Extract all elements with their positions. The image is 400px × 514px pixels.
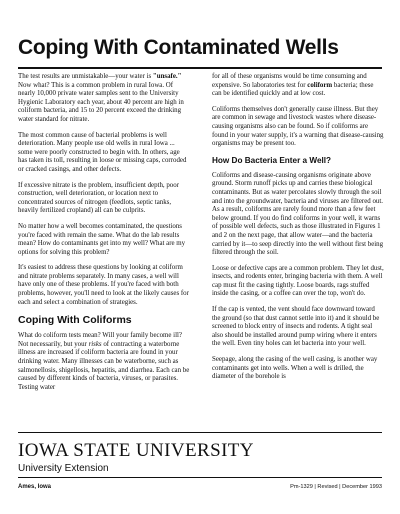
- paragraph: If excessive nitrate is the problem, insufficient depth, poor construction, well deterioration, or location next to concentrated sources of nitrogen (feedlots, septic tanks, heavily fertilized cropland) all can be culprits.: [18, 181, 179, 215]
- risks-emphasis: risks: [88, 340, 102, 348]
- extension-name: University Extension: [18, 463, 109, 474]
- paragraph: Loose or defective caps are a common problem. They let dust, insects, and rodents enter, bringing bacteria with them. A well cap must fit the casing tightly. Loose boards, rags stuffed inside the casing, or a coffee can over the top, won't do.: [212, 264, 384, 298]
- subsection-heading: How Do Bacteria Enter a Well?: [212, 155, 332, 165]
- paragraph: Coliforms themselves don't generally cause illness. But they are common in sewage and livestock wastes where disease-causing organisms also can be found. So if coliforms are found in your water supply, it's a warning that disease-causing organisms may be present too.: [212, 105, 384, 148]
- title-rule: [18, 67, 382, 69]
- paragraph: It's easiest to address these questions by looking at coliform and nitrate problems separately. In many cases, a well will have only one of these problems. If you're faced with both problems, however, you'll need to look at the likely causes for each and select a combination of strategies.: [18, 264, 189, 306]
- footer-rule: [18, 432, 382, 433]
- section-heading: Coping With Coliforms: [18, 314, 132, 327]
- paragraph: If the cap is vented, the vent should face downward toward the ground (so that dust cannot settle into it) and it should be screened to block entry of insects and rodents. A tight seal also should be installed around pump wiring where it enters the well. Even tiny holes can let bacteria into your well.: [212, 306, 380, 348]
- document-title: Coping With Contaminated Wells: [18, 36, 339, 59]
- paragraph: The most common cause of bacterial problems is well deterioration. Many people use old wells in rural Iowa ... some were poorly constructed to begin with. In others, age has taken its toll, resulting in loose or missing caps, corroded or cracked casings, and other defects.: [18, 131, 187, 173]
- paragraph: No matter how a well becomes contaminated, the questions you're faced with remain the same. What do the lab results mean? How do contaminants get into my well? What are my options for solving this problem?: [18, 222, 186, 256]
- left-column: [18, 73, 190, 399]
- paragraph: Seepage, along the casing of the well casing, is another way contaminants get into wells. When a well is drilled, the diameter of the borehole is: [212, 356, 378, 381]
- university-logo-text: IOWA STATE UNIVERSITY: [18, 440, 254, 461]
- paragraph: The test results are unmistakable—your water is "unsafe." Now what? This is a common problem in rural Iowa. Of nearly 10,000 private water samples sent to the University Hygienic Laboratory each year, about 40 percent are high in coliform bacteria, and 15 to 20 percent exceed the drinking water standard for nitrate.: [18, 73, 184, 123]
- publication-info: Pm-1329 | Revised | December 1993: [290, 484, 382, 490]
- paragraph: for all of these organisms would be time consuming and expensive. So laboratories test for coliform bacteria; these can be identified quickly and at low cost.: [212, 73, 374, 98]
- paragraph: What do coliform tests mean? Will your family become ill? Not necessarily, but your risks of contracting a waterborne illness are increased if coliform bacteria are found in your drinking water. Many illnesses can be waterborne, such as salmonellosis, shigellosis, hepatitis, and diarrhea. Each can be caused by different kinds of bacteria, viruses, or parasites. Testing water: [18, 332, 190, 391]
- right-column: [212, 73, 384, 389]
- paragraph: Coliforms and disease-causing organisms originate above ground. Storm runoff picks up and carries these biological contaminants. But as water percolates slowly through the soil and into the groundwater, bacteria and viruses are filtered out. As a result, coliforms are rarely found more than a few feet below ground. If you do find coliforms in your well, it warns of possible well defects, such as those illustrated in Figures 1 and 2 on the next page, that allow water—and the bacteria carried by it—to seep directly into the well without first being filtered through the soil.: [212, 171, 384, 257]
- coliform-emphasis: coliform: [307, 81, 333, 89]
- logo-rule: [18, 477, 382, 478]
- unsafe-emphasis: "unsafe.": [152, 73, 182, 80]
- place-text: Ames, Iowa: [18, 484, 52, 490]
